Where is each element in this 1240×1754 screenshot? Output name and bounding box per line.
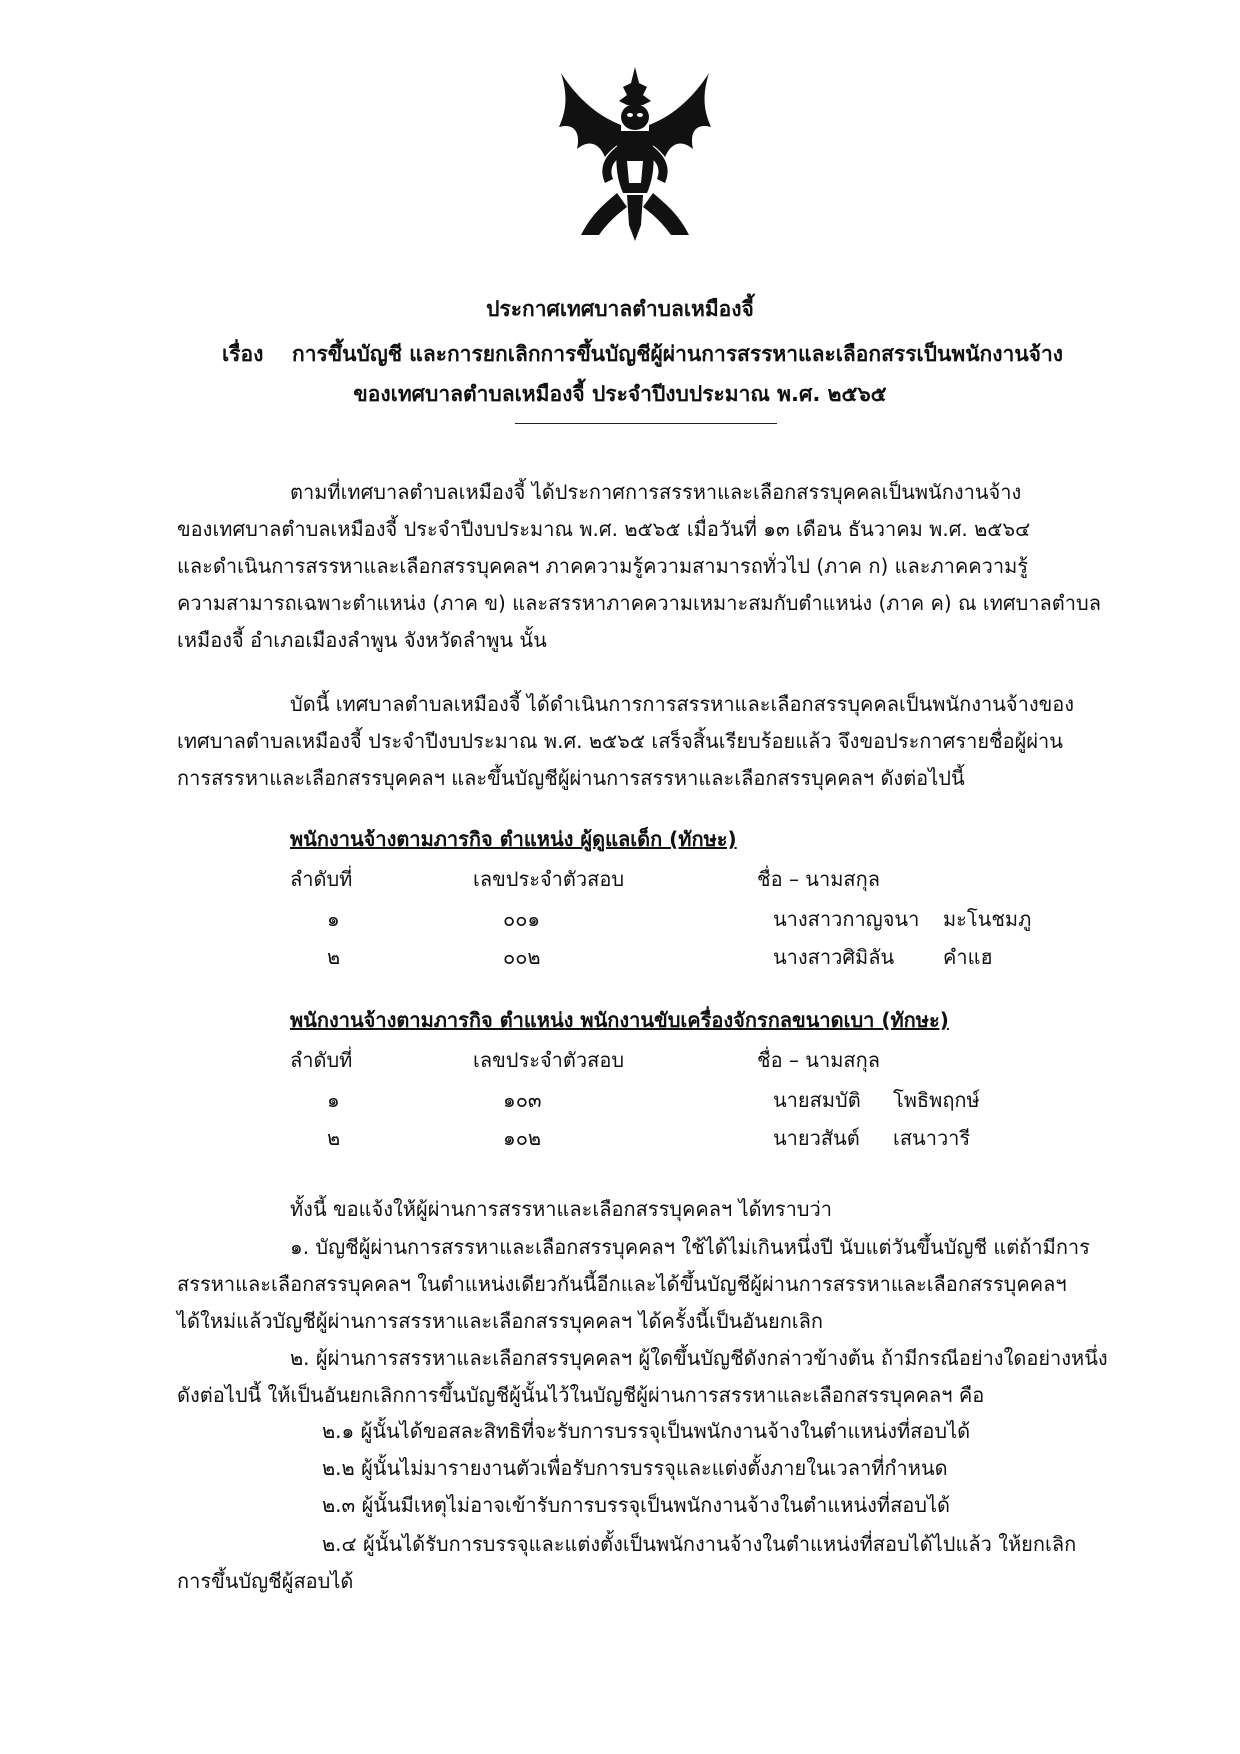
section-1-heading: พนักงานจ้างตามภารกิจ ตำแหน่ง ผู้ดูแลเด็ก (ทักษะ)	[290, 827, 737, 851]
header-exam-id: เลขประจำตัวสอบ	[473, 1048, 625, 1072]
notice-sub-2-4-line: ๒.๔ ผู้นั้นได้รับการบรรจุและแต่งตั้งเป็นพนักงานจ้างในตำแหน่งที่สอบได้ไปแล้ว ให้ยกเลิก	[322, 1532, 1077, 1556]
paragraph-1-line: และดำเนินการสรรหาและเลือกสรรบุคคลฯ ภาคความรู้ความสามารถทั่วไป (ภาค ก) และภาคความรู้	[177, 554, 1029, 578]
row-first-name: นางสาวศิมิลัน	[773, 945, 895, 969]
subject-line-1: การขึ้นบัญชี และการยกเลิกการขึ้นบัญชีผู้ผ่านการสรรหาและเลือกสรรเป็นพนักงานจ้าง	[292, 342, 1064, 366]
announcement-title: ประกาศเทศบาลตำบลเหมืองจี้	[486, 297, 754, 321]
row-exam-id: ๑๐๒	[503, 1126, 542, 1150]
notice-item-2-line: ดังต่อไปนี้ ให้เป็นอันยกเลิกการขึ้นบัญชีผู้นั้นไว้ในบัญชีผู้ผ่านการสรรหาและเลือกสรรบุคคลฯ คือ	[177, 1383, 985, 1407]
paragraph-1-line: ของเทศบาลตำบลเหมืองจี้ ประจำปีงบประมาณ พ.ศ. ๒๕๖๕ เมื่อวันที่ ๑๓ เดือน ธันวาคม พ.ศ. ๒๕๖๔	[177, 517, 1031, 541]
header-name: ชื่อ – นามสกุล	[757, 1048, 880, 1072]
row-first-name: นายวสันต์	[773, 1126, 860, 1150]
notice-sub-2-4-line: การขึ้นบัญชีผู้สอบได้	[177, 1569, 354, 1593]
notice-sub-2-2: ๒.๒ ผู้นั้นไม่มารายงานตัวเพื่อรับการบรรจุและแต่งตั้งภายในเวลาที่กำหนด	[322, 1456, 948, 1480]
notice-sub-2-4	[177, 1526, 1120, 1600]
notice-intro: ทั้งนี้ ขอแจ้งให้ผู้ผ่านการสรรหาและเลือกสรรบุคคลฯ ได้ทราบว่า	[290, 1197, 832, 1221]
subject-label: เรื่อง	[222, 342, 264, 366]
header-no: ลำดับที่	[290, 1048, 353, 1072]
section-2-heading: พนักงานจ้างตามภารกิจ ตำแหน่ง พนักงานขับเครื่องจักรกลขนาดเบา (ทักษะ)	[290, 1008, 949, 1032]
row-no: ๒	[327, 1126, 341, 1150]
paragraph-2-line: เทศบาลตำบลเหมืองจี้ ประจำปีงบประมาณ พ.ศ. ๒๕๖๕ เสร็จสิ้นเรียบร้อยแล้ว จึงขอประกาศรายชื่อผู้ผ่าน	[177, 729, 1063, 753]
notice-item-1-line: ได้ใหม่แล้วบัญชีผู้ผ่านการสรรหาและเลือกสรรบุคคลฯ ได้ครั้งนี้เป็นอันยกเลิก	[177, 1309, 824, 1333]
notice-sub-2-1: ๒.๑ ผู้นั้นได้ขอสละสิทธิที่จะรับการบรรจุเป็นพนักงานจ้างในตำแหน่งที่สอบได้	[322, 1419, 971, 1443]
header-no: ลำดับที่	[290, 867, 353, 891]
notice-sub-2-3: ๒.๓ ผู้นั้นมีเหตุไม่อาจเข้ารับการบรรจุเป็นพนักงานจ้างในตำแหน่งที่สอบได้	[322, 1493, 951, 1517]
row-no: ๑	[327, 1088, 340, 1112]
notice-item-1-line: ๑. บัญชีผู้ผ่านการสรรหาและเลือกสรรบุคคลฯ ใช้ได้ไม่เกินหนึ่งปี นับแต่วันขึ้นบัญชี แต่ถ้ามีการ	[290, 1235, 1090, 1259]
notice-item-2	[177, 1340, 1120, 1414]
paragraph-2	[177, 686, 1120, 797]
subject-line-2: ของเทศบาลตำบลเหมืองจี้ ประจำปีงบประมาณ พ.ศ. ๒๕๖๕	[353, 382, 887, 406]
paragraph-2-line: การสรรหาและเลือกสรรบุคคลฯ และขึ้นบัญชีผู้ผ่านการสรรหาและเลือกสรรบุคคลฯ ดังต่อไปนี้	[177, 766, 965, 790]
paragraph-1-line: ตามที่เทศบาลตำบลเหมืองจี้ ได้ประกาศการสรรหาและเลือกสรรบุคคลเป็นพนักงานจ้าง	[290, 480, 1022, 504]
paragraph-1-line: เหมืองจี้ อำเภอเมืองลำพูน จังหวัดลำพูน นั้น	[177, 628, 547, 652]
row-exam-id: ๑๐๓	[503, 1088, 542, 1112]
paragraph-1	[177, 474, 1120, 659]
row-exam-id: ๐๐๑	[503, 907, 541, 931]
row-exam-id: ๐๐๒	[503, 945, 541, 969]
row-no: ๑	[327, 907, 340, 931]
row-no: ๒	[327, 945, 341, 969]
notice-item-1-line: สรรหาและเลือกสรรบุคคลฯ ในตำแหน่งเดียวกันนี้อีกและได้ขึ้นบัญชีผู้ผ่านการสรรหาและเลือกสรรบุคคลฯ	[177, 1272, 1067, 1296]
paragraph-2-line: บัดนี้ เทศบาลตำบลเหมืองจี้ ได้ดำเนินการการสรรหาและเลือกสรรบุคคลเป็นพนักงานจ้างของ	[290, 692, 1075, 716]
header-divider	[515, 423, 777, 424]
paragraph-1-line: ความสามารถเฉพาะตำแหน่ง (ภาค ข) และสรรหาภาคความเหมาะสมกับตำแหน่ง (ภาค ค) ณ เทศบาลตำบล	[177, 591, 1101, 615]
row-last-name: โพธิพฤกษ์	[893, 1088, 980, 1112]
notice-item-2-line: ๒. ผู้ผ่านการสรรหาและเลือกสรรบุคคลฯ ผู้ใดขึ้นบัญชีดังกล่าวข้างต้น ถ้ามีกรณีอย่างใดอย่างหนึ่ง	[290, 1346, 1108, 1370]
header-exam-id: เลขประจำตัวสอบ	[473, 867, 625, 891]
garuda-emblem	[555, 65, 715, 245]
row-last-name: คำแฮ	[943, 945, 993, 969]
row-first-name: นางสาวกาญจนา	[773, 907, 920, 931]
row-last-name: มะโนชมภู	[943, 907, 1032, 931]
row-last-name: เสนาวารี	[893, 1126, 971, 1150]
header-name: ชื่อ – นามสกุล	[757, 867, 880, 891]
row-first-name: นายสมบัติ	[773, 1088, 861, 1112]
notice-item-1	[177, 1229, 1120, 1340]
